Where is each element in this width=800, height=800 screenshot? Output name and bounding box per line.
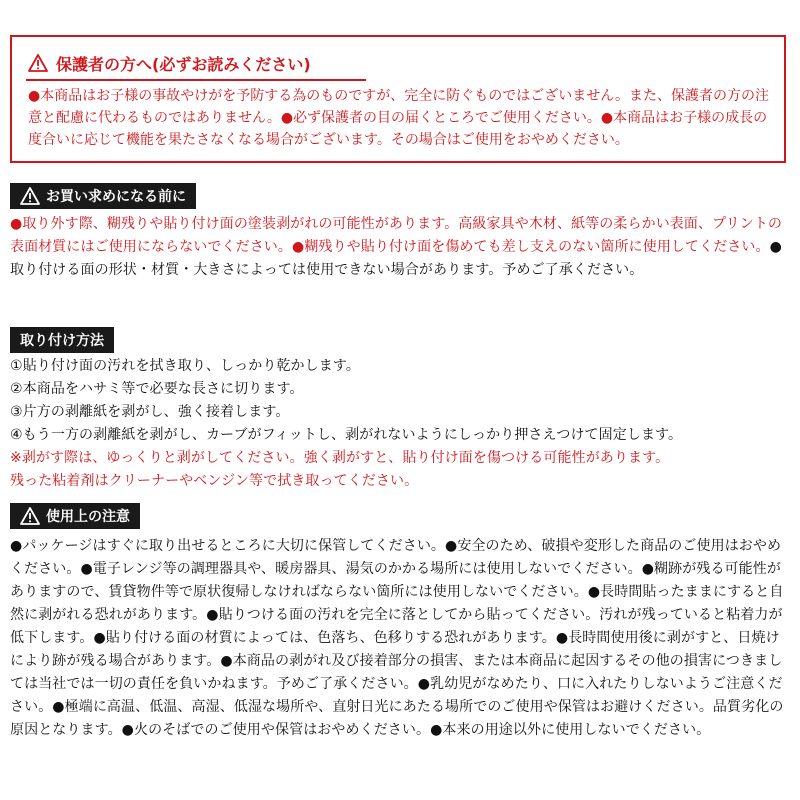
usage-text: ●パッケージはすぐに取り出せるところに大切に保管してください。●安全のため、破損や変形した商品のご使用はおやめください。●電子レンジ等の調理器具や、暖房器具、湯気のかかる場所には使用しないでください。●糊跡が残る可能性がありますので、賃貸物件等で原状復帰しなければならない箇所には使用しないでください。●長時間貼ったままにすると自然に剥がれる恐れがあります。●貼りつける面の汚れを完全に落としてから貼ってください。汚れが残っていると粘着力が低下します。●貼り付ける面の材質によっては、色落ち、色移りする恐れがあります。●長時間使用後に剥がすと、日焼けにより跡が残る場合があります。●本商品の剥がれ及び接着部分の損害、または本商品に起因するその他の損害につきましては当社では一切の責任を負いかねます。予めご了承ください。●乳幼児がなめたり、口に入れたりしないようご注意ください。●極端に高温、低温、高湿、低湿な場所や、直射日光にあたる場所でのご使用や保管はお避けください。品質劣化の原因となります。●火のそばでのご使用や保管はおやめください。●本来の用途以外に使用しないでください。 <box>10 538 784 738</box>
guardian-title-underline <box>26 79 366 81</box>
warning-triangle-icon <box>28 54 48 72</box>
installation-step: ①貼り付け面の汚れを拭き取り、しっかり乾かします。 <box>10 358 360 374</box>
installation-step: ③片方の剥離紙を剥がし、強く接着します。 <box>10 404 290 420</box>
guardian-notice-box <box>10 35 786 163</box>
warning-triangle-icon <box>20 507 40 525</box>
section-title: 取り付け方法 <box>20 333 104 349</box>
installation-step: ④もう一方の剥離紙を剥がし、カーブがフィットし、剥がれないようにしっかり押さえつけて固定します。 <box>10 427 683 443</box>
installation-step: ②本商品をハサミ等で必要な長さに切ります。 <box>10 381 304 397</box>
guardian-title <box>28 51 311 75</box>
section-header-usage <box>10 503 140 529</box>
guardian-text: ●本商品はお子様の事故やけがを予防する為のものですが、完全に防ぐものではございません。また、保護者の方の注意と配慮に代わるものではありません。●必ず保護者の目の届くところでご使用ください。●本商品はお子様の成長の度合いに応じて機能を果たさなくなる場合がございます。その場合はご使用をおやめください。 <box>28 88 770 148</box>
before-purchase-black-text: ●取り付ける面の形状・材質・大きさによっては使用できない場合があります。予めご了承ください。 <box>10 239 782 278</box>
before-purchase-red-text: ●取り外す際、糊残りや貼り付け面の塗装剥がれの可能性があります。高級家具や木材、紙等の柔らかい表面、プリントの表面材質にはご使用にならないでください。●糊残りや貼り付け面を傷めても差し支えのない箇所に使用してください。 <box>10 216 783 255</box>
installation-steps <box>10 355 786 493</box>
section-header-installation <box>10 327 114 353</box>
section-header-before-purchase <box>10 183 196 209</box>
before-purchase-text <box>10 213 786 282</box>
warning-triangle-icon <box>20 187 40 205</box>
section-title: 使用上の注意 <box>46 509 130 525</box>
guardian-title-text: 保護者の方へ(必ずお読みください) <box>56 54 311 74</box>
section-title: お買い求めになる前に <box>46 189 186 205</box>
installation-note-red: ※剥がす際は、ゆっくりと剥がしてください。強く剥がすと、貼り付け面を傷つける可能性があります。 <box>10 450 670 466</box>
installation-note-black: 残った粘着剤はクリーナーやベンジン等で拭き取ってください。 <box>10 473 419 489</box>
